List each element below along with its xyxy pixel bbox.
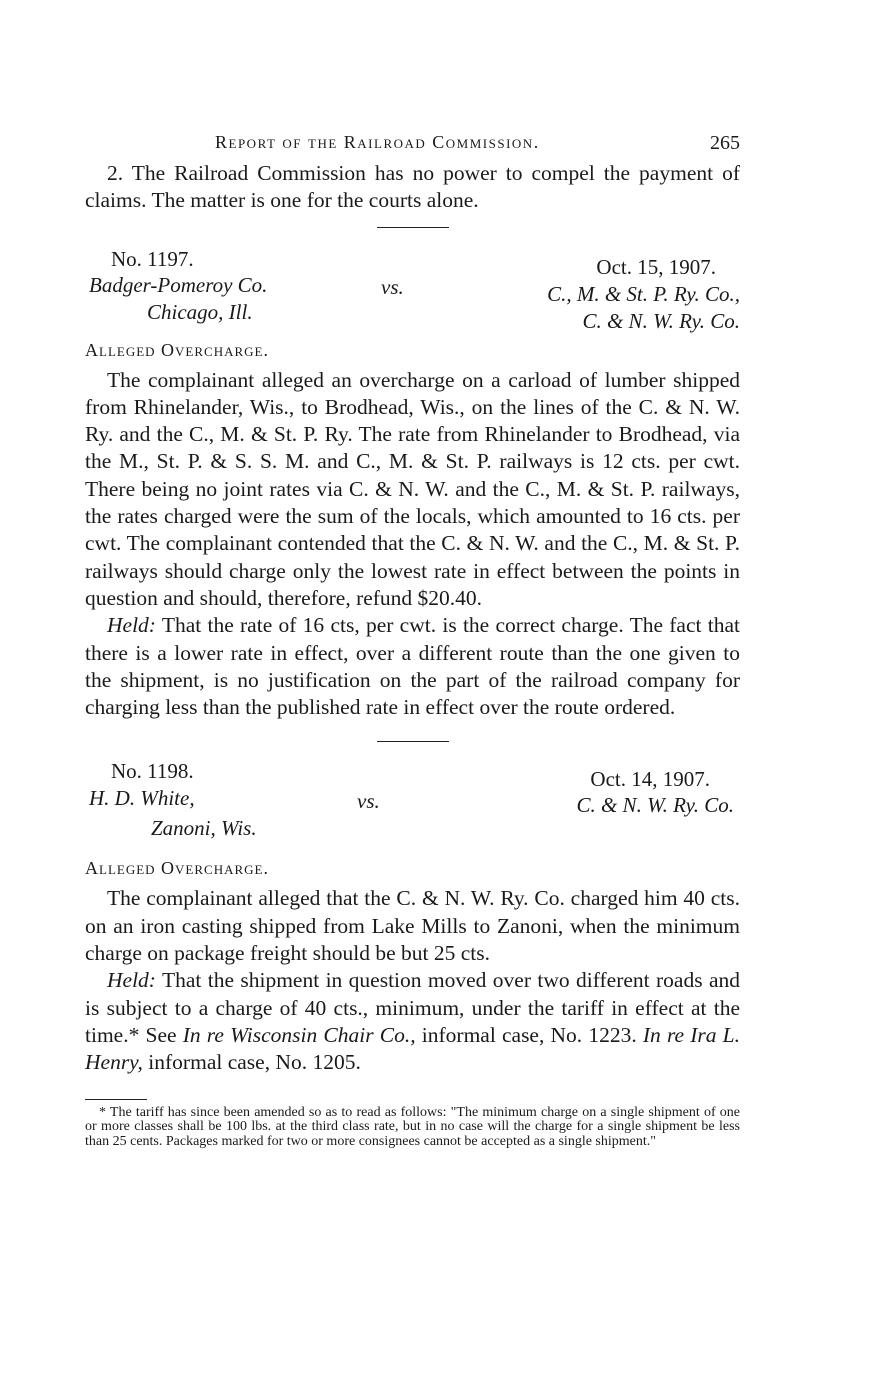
case-1198-heading (85, 758, 740, 856)
held-label: Held: (107, 613, 156, 638)
held-text: informal case, No. 1223. (415, 1022, 643, 1047)
complainant-name: Badger-Pomeroy Co. (89, 272, 268, 297)
section-divider (377, 227, 449, 228)
case-holding (85, 967, 740, 1076)
footnote-rule (85, 1099, 147, 1100)
held-text: informal case, No. 1205. (142, 1050, 361, 1075)
footnote: * The tariff has since been amended so as to read as follows: "The minimum charge on a single shipment of one or more classes shall be 100 lbs. at the third class rate, but in no case will the charge for a single shipment be less than 25 cents. Packages marked for two or more consignees cannot be accepted as a single shipment." (85, 1104, 740, 1149)
complainant-name: H. D. White, (89, 786, 195, 811)
held-label: Held: (107, 968, 156, 993)
running-head (85, 128, 740, 160)
case-body: The complainant alleged that the C. & N. W. Ry. Co. charged him 40 cts. on an iron casting shipped from Lake Mills to Zanoni, when the minimum charge on package freight should be but 25 cts. (85, 886, 740, 966)
case-body: The complainant alleged an overcharge on a carload of lumber shipped from Rhinelander, Wis., to Brodhead, Wis., on the lines of the C. & N. W. Ry. and the C., M. & St. P. Ry. The rate from Rhinelander to Brodhead, via the M., St. P. & S. S. M. and C., M. & St. P. railways is 12 cts. per cwt. There being no joint rates via C. & N. W. and the C., M. & St. P. railways, the rates charged were the sum of the locals, which amounted to 16 cts. per cwt. The complainant contended that the C. & N. W. and the C., M. & St. P. railways should charge only the lowest rate in effect between the points in question and should, therefore, refund $20.40. (85, 367, 740, 610)
versus-label: vs. (357, 789, 380, 814)
case-number: No. 1198. (111, 759, 194, 784)
held-text: That the shipment in question moved over two different roads and is subject to a charge of 40 cts., minimum, under the tariff in effect at the time.* See (85, 968, 740, 1047)
case-type: Alleged Overcharge. (85, 339, 269, 360)
versus-label: vs. (381, 274, 404, 299)
case-type: Alleged Overcharge. (85, 858, 269, 879)
page-number: 265 (710, 132, 740, 154)
case-date: Oct. 15, 1907. (596, 254, 716, 279)
case-holding (85, 612, 740, 721)
case-number: No. 1197. (111, 246, 194, 271)
section-divider (377, 741, 449, 742)
running-title: Report of the Railroad Commission. (215, 132, 540, 152)
respondent-line-1: C. & N. W. Ry. Co. (576, 793, 734, 818)
held-text: That the rate of 16 cts, per cwt. is the correct charge. The fact that there is a lower rate in effect, over a different route than the one given to the shipment, is no justification on the part of the railroad company for charging less than the published rate in effect over the route ordered. (85, 613, 740, 720)
case-date: Oct. 14, 1907. (590, 767, 710, 792)
respondent-line-2: C. & N. W. Ry. Co. (582, 308, 740, 333)
page (85, 128, 740, 1149)
complainant-location: Chicago, Ill. (147, 299, 253, 324)
complainant-location: Zanoni, Wis. (151, 816, 257, 841)
intro-paragraph: 2. The Railroad Commission has no power to compel the payment of claims. The matter is one for the courts alone. (85, 161, 740, 213)
case-1197-heading (85, 246, 740, 338)
citation: In re Ira L. Henry, (85, 1022, 740, 1075)
citation: In re Wisconsin Chair Co., (182, 1022, 416, 1047)
respondent-line-1: C., M. & St. P. Ry. Co., (547, 281, 740, 306)
